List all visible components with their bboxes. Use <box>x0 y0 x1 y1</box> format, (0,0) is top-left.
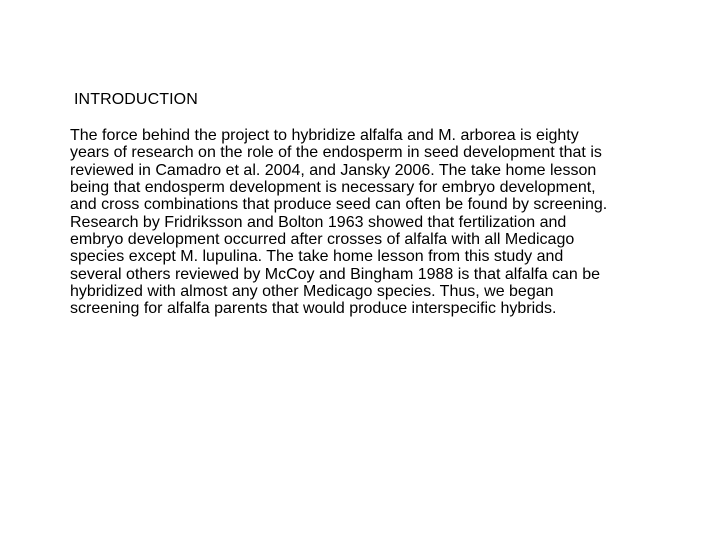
paragraph-line: species except M. lupulina. The take home lesson from this study and <box>70 248 564 266</box>
paragraph-line: embryo development occurred after crosses of alfalfa with all Medicago <box>70 231 575 249</box>
paragraph-line: screening for alfalfa parents that would produce interspecific hybrids. <box>70 300 557 318</box>
paragraph-line: hybridized with almost any other Medicago species. Thus, we began <box>70 283 554 301</box>
paragraph-line: being that endosperm development is necessary for embryo development, <box>70 179 596 197</box>
section-heading: INTRODUCTION <box>74 91 198 108</box>
paragraph-line: several others reviewed by McCoy and Bingham 1988 is that alfalfa can be <box>70 265 601 283</box>
introduction-paragraph <box>70 127 690 318</box>
paragraph-line: The force behind the project to hybridize alfalfa and M. arborea is eighty <box>70 127 579 144</box>
paragraph-line: Research by Fridriksson and Bolton 1963 showed that fertilization and <box>70 213 567 231</box>
paragraph-line: reviewed in Camadro et al. 2004, and Jansky 2006. The take home lesson <box>70 161 597 179</box>
paragraph-line: years of research on the role of the endosperm in seed development that is <box>70 144 602 162</box>
paragraph-line: and cross combinations that produce seed can often be found by screening. <box>70 196 608 214</box>
